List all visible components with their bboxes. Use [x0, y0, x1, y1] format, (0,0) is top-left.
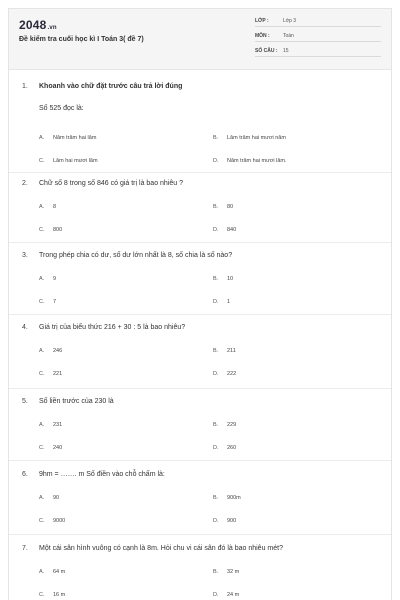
question-text: Giá trị của biểu thức 216 + 30 : 5 là bao nhiêu?	[39, 324, 186, 331]
option-text: 16 m	[53, 592, 66, 598]
option-a[interactable]	[39, 276, 56, 282]
option-letter: A.	[39, 204, 45, 210]
option-letter: D.	[213, 227, 219, 233]
option-letter: A.	[39, 422, 45, 428]
option-text: 222	[227, 371, 237, 377]
option-d[interactable]	[213, 371, 236, 377]
option-letter: B.	[213, 569, 219, 575]
option-letter: C.	[39, 445, 45, 451]
divider	[9, 534, 391, 535]
option-letter: B.	[213, 204, 219, 210]
option-letter: D.	[213, 371, 219, 377]
option-b[interactable]	[213, 348, 236, 354]
option-text: 32 m	[227, 569, 240, 575]
meta-label: LỚP :	[255, 18, 269, 24]
option-d[interactable]	[213, 518, 236, 524]
option-letter: D.	[213, 592, 219, 598]
option-letter: D.	[213, 299, 219, 305]
option-text: 246	[53, 348, 63, 354]
option-letter: C.	[39, 299, 45, 305]
option-letter: A.	[39, 348, 45, 354]
option-b[interactable]	[213, 569, 239, 575]
option-d[interactable]	[213, 299, 230, 305]
question-number: 1.	[22, 83, 28, 90]
option-text: 211	[227, 348, 236, 354]
option-letter: A.	[39, 135, 45, 141]
option-text: 10	[227, 276, 234, 282]
meta-value: Lớp 3	[283, 18, 297, 24]
option-b[interactable]	[213, 422, 236, 428]
exam-title: Đề kiểm tra cuối học kì I Toán 3( đề 7)	[19, 36, 144, 43]
option-text: 80	[227, 204, 234, 210]
question-number: 3.	[22, 252, 28, 259]
option-letter: C.	[39, 518, 45, 524]
meta-label: SỐ CÂU :	[255, 48, 278, 54]
question-number: 2.	[22, 180, 28, 187]
divider	[9, 388, 391, 389]
question-text: 9hm = ……. m Số điền vào chỗ chấm là:	[39, 471, 165, 478]
meta-subject	[255, 30, 381, 42]
option-d[interactable]	[213, 445, 236, 451]
option-a[interactable]	[39, 422, 62, 428]
option-text: 900m	[227, 495, 241, 501]
question-text: Một cái sân hình vuông có cạnh là 8m. Hỏi chu vi cái sân đó là bao nhiêu mét?	[39, 545, 283, 552]
option-letter: B.	[213, 276, 219, 282]
option-d[interactable]	[213, 227, 236, 233]
question-subtext: Số 525 đọc là:	[39, 105, 84, 112]
option-text: 231	[53, 422, 63, 428]
option-text: 8	[53, 204, 57, 210]
question-text: Khoanh vào chữ đặt trước câu trả lời đúng	[39, 83, 183, 90]
logo-main: 2048	[19, 18, 47, 32]
meta-label: MÔN :	[255, 33, 270, 39]
question-number: 4.	[22, 324, 28, 331]
option-letter: A.	[39, 276, 45, 282]
option-b[interactable]	[213, 495, 241, 501]
option-text: 9	[53, 276, 57, 282]
option-text: 7	[53, 299, 57, 305]
option-letter: D.	[213, 518, 219, 524]
option-letter: B.	[213, 422, 219, 428]
option-letter: C.	[39, 592, 45, 598]
option-a[interactable]	[39, 204, 56, 210]
option-letter: B.	[213, 135, 219, 141]
divider	[9, 314, 391, 315]
option-a[interactable]	[39, 569, 65, 575]
option-text: 840	[227, 227, 237, 233]
option-letter: A.	[39, 495, 45, 501]
option-text: 1	[227, 299, 231, 305]
option-text: 900	[227, 518, 237, 524]
option-text: Năm trăm hai lăm	[53, 135, 97, 141]
option-text: 229	[227, 422, 237, 428]
meta-value: 15	[283, 48, 289, 54]
option-c[interactable]	[39, 371, 62, 377]
option-a[interactable]	[39, 135, 96, 141]
option-letter: C.	[39, 227, 45, 233]
option-text: 240	[53, 445, 63, 451]
divider	[9, 242, 391, 243]
question-text: Số liền trước của 230 là	[39, 398, 114, 405]
option-c[interactable]	[39, 592, 65, 598]
site-logo[interactable]	[19, 18, 57, 32]
question-text: Trong phép chia có dư, số dư lớn nhất là 8, số chia là số nào?	[39, 252, 233, 259]
question-text: Chữ số 8 trong số 846 có giá trị là bao nhiêu ?	[39, 180, 183, 187]
option-text: 64 m	[53, 569, 66, 575]
option-letter: D.	[213, 445, 219, 451]
divider	[9, 172, 391, 173]
option-letter: C.	[39, 158, 45, 164]
logo-sub: .vn	[47, 25, 57, 31]
option-text: 221	[53, 371, 63, 377]
option-text: 260	[227, 445, 237, 451]
option-text: 800	[53, 227, 63, 233]
meta-value: Toán	[283, 33, 294, 39]
option-text: Lăm trăm hai mươi năm	[227, 135, 286, 141]
exam-page	[8, 8, 392, 600]
option-b[interactable]	[213, 276, 233, 282]
option-text: Năm trăm hai mươi lăm.	[227, 158, 287, 164]
exam-header	[9, 9, 391, 70]
option-text: 24 m	[227, 592, 240, 598]
option-letter: C.	[39, 371, 45, 377]
option-c[interactable]	[39, 299, 56, 305]
option-c[interactable]	[39, 445, 62, 451]
option-a[interactable]	[39, 495, 59, 501]
option-letter: B.	[213, 495, 219, 501]
option-b[interactable]	[213, 135, 286, 141]
divider	[9, 460, 391, 461]
option-c[interactable]	[39, 227, 62, 233]
option-a[interactable]	[39, 348, 62, 354]
meta-question-count	[255, 45, 381, 57]
option-text: 9000	[53, 518, 66, 524]
meta-class	[255, 15, 381, 27]
question-number: 5.	[22, 398, 28, 405]
option-text: Lăm hai mươi lăm	[53, 158, 98, 164]
option-text: 90	[53, 495, 60, 501]
option-b[interactable]	[213, 204, 233, 210]
option-letter: A.	[39, 569, 45, 575]
option-d[interactable]	[213, 158, 287, 164]
option-c[interactable]	[39, 518, 65, 524]
option-letter: B.	[213, 348, 219, 354]
question-number: 6.	[22, 471, 28, 478]
option-letter: D.	[213, 158, 219, 164]
option-d[interactable]	[213, 592, 239, 598]
option-c[interactable]	[39, 158, 98, 164]
question-number: 7.	[22, 545, 28, 552]
